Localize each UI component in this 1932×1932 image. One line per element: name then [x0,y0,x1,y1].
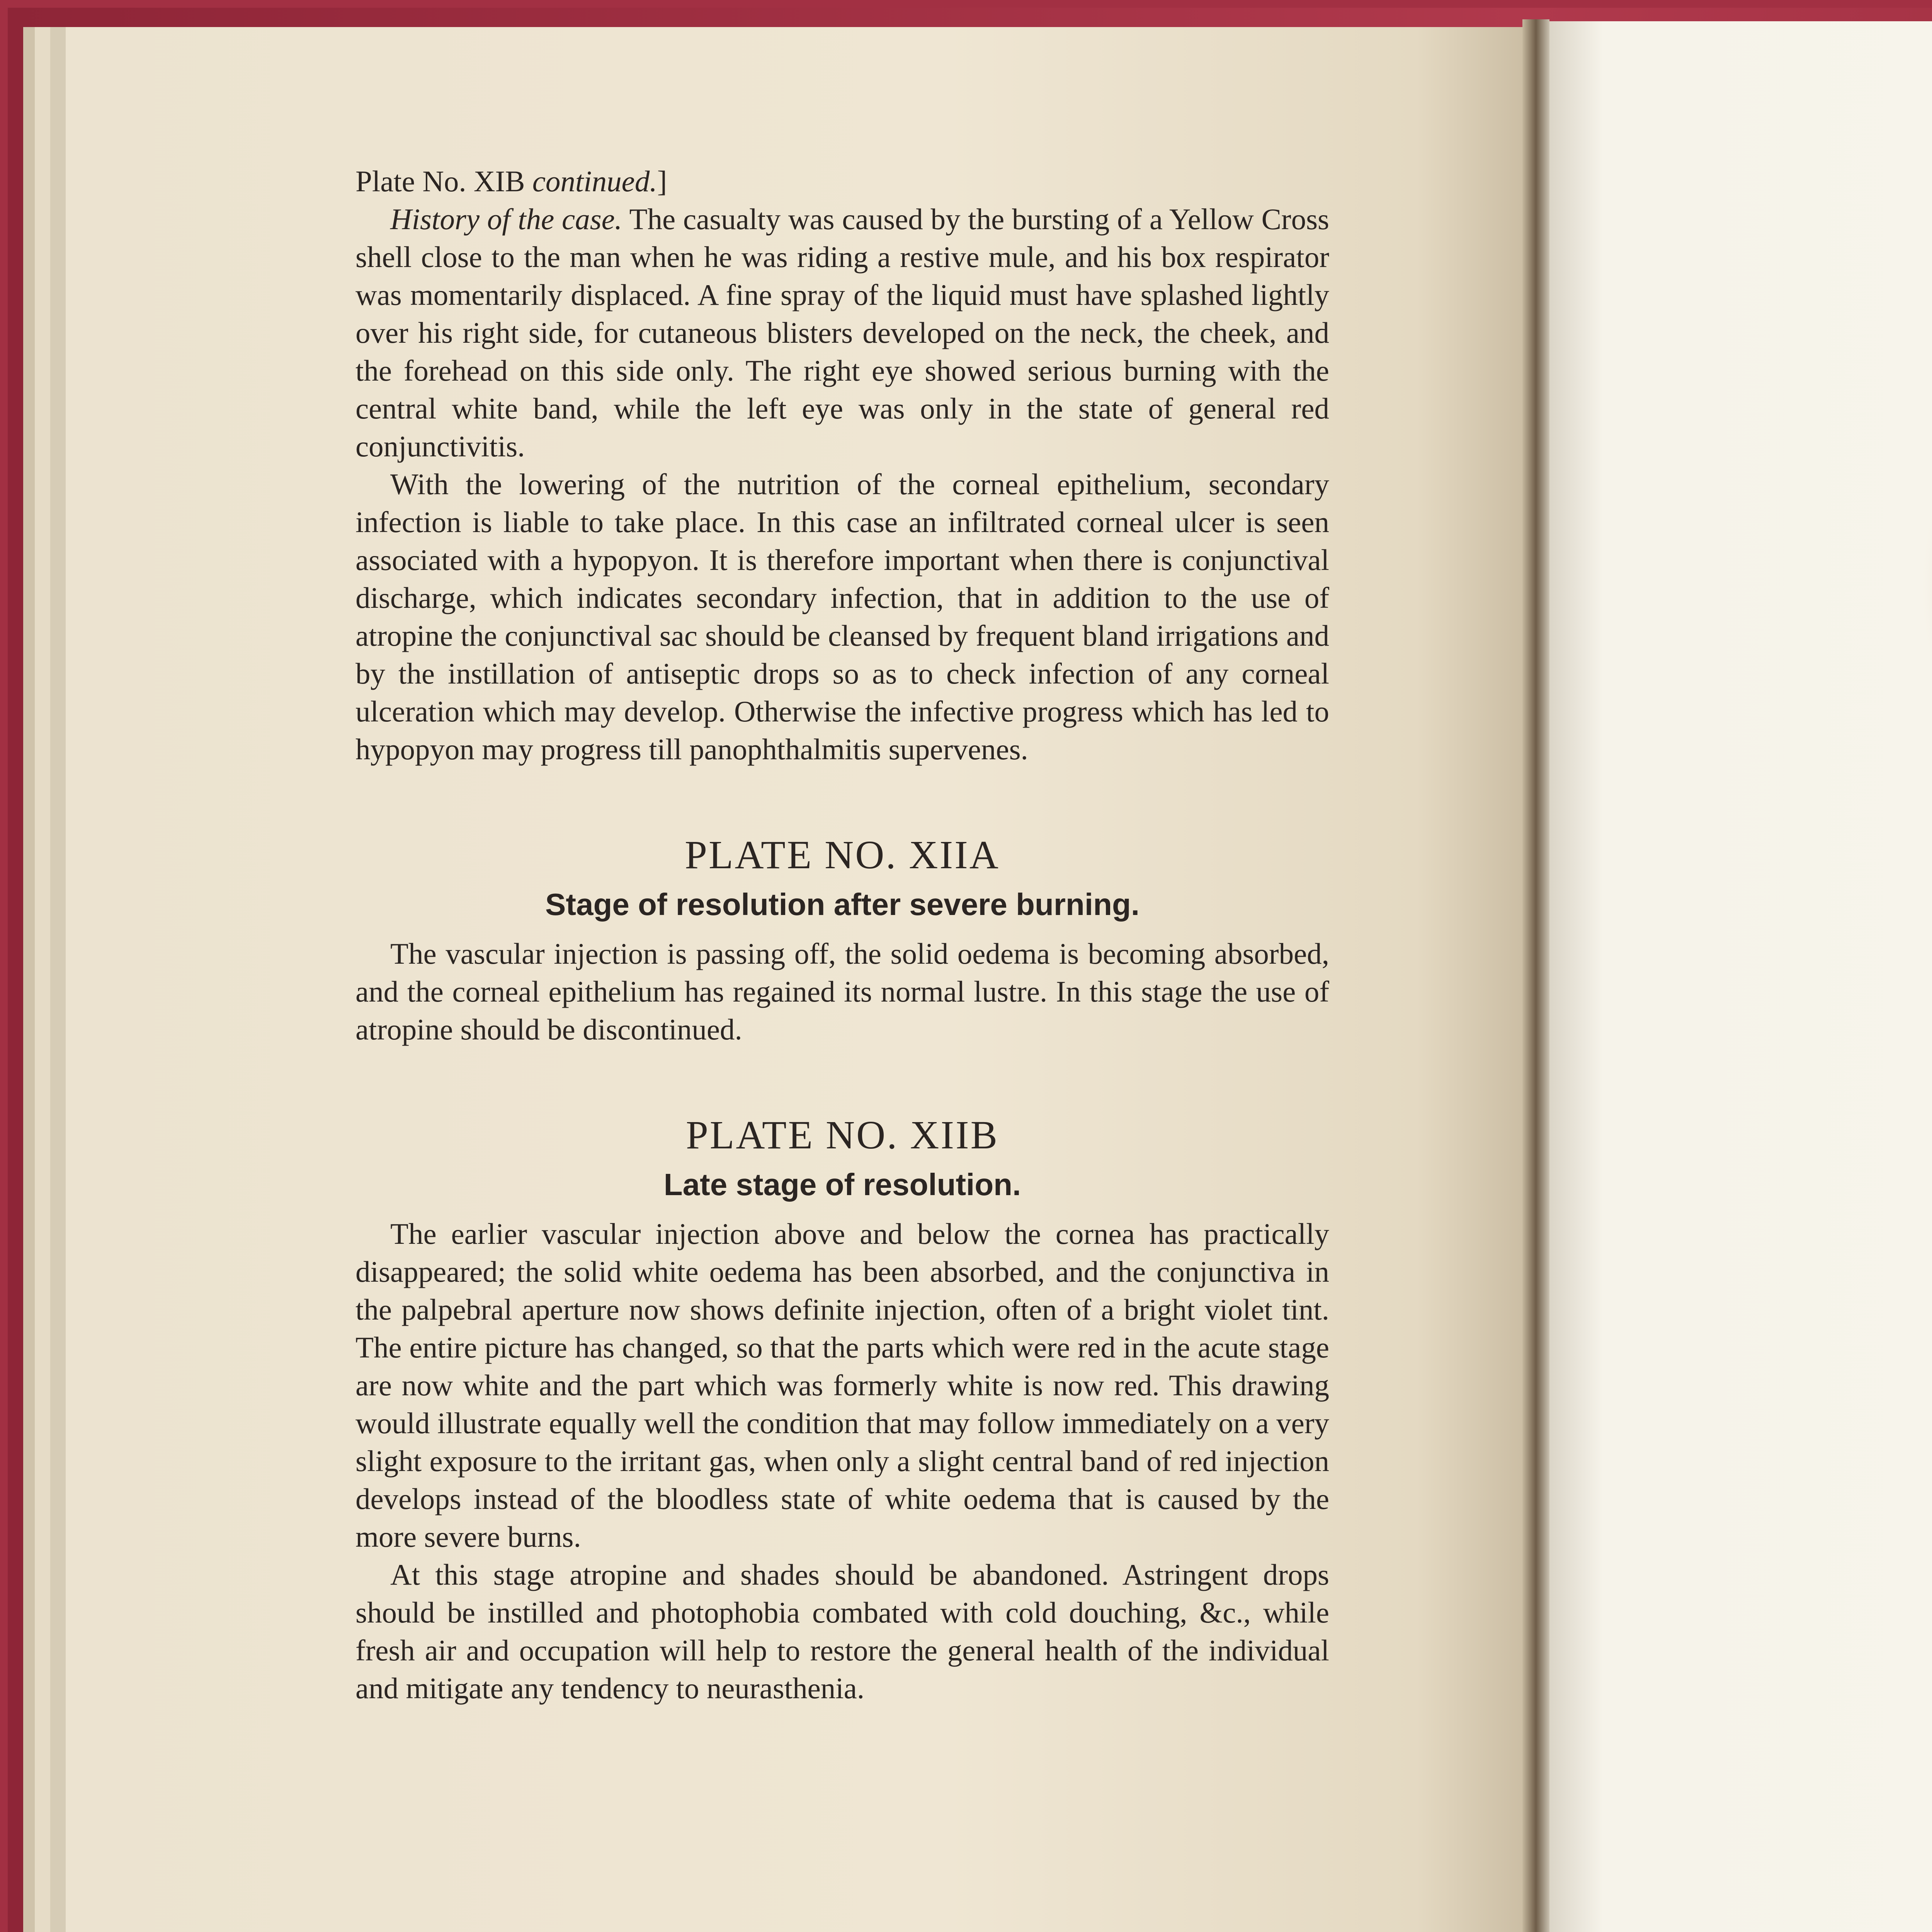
plate-xiia-body: The vascular injection is passing off, the solid oedema is becoming absorbed, and the corneal epithelium has regained its normal lustre. In this stage the use of atropine should be discontinued. [355,937,1329,1046]
eye-illustration-a [1913,270,1932,904]
history-text: The casualty was caused by the bursting of a Yellow Cross shell close to the man when he was riding a restive mule, and his box respirator was momentarily displaced. A fine spray of the liquid must have splashed lightly over his right side, for cutaneous blisters developed on the neck, the cheek, and the forehead on this side only. The right eye showed serious burning with the central white band, while the left eye was only in the state of general red conjunctivitis. [355,202,1330,463]
plate-xiib-body-2: At this stage atropine and shades should be abandoned. Astringent drops should be instilled and photophobia combated with cold douching, &c., while fresh air and occupation will help to restore the general health of the individual and mitigate any tendency to neurasthenia. [355,1558,1329,1705]
plate-xiia-subheading: Stage of resolution after severe burning. [545,887,1140,922]
continued-suffix: ] [657,165,667,198]
plate-xiib-subheading: Late stage of resolution. [663,1167,1021,1202]
infection-paragraph: With the lowering of the nutrition of the corneal epithelium, secondary infection is liable to take place. In this case an infiltrated corneal ulcer is seen associated with a hypopyon. It is therefore important when there is conjunctival discharge, which indicates secondary infection, that in addition to the use of atropine the conjunctival sac should be cleansed by frequent bland irrigations and by the instillation of antiseptic drops so as to check infection of any corneal ulceration which may develop. Otherwise the infective progress which has led to hypopyon may progress till panophthalmitis supervenes. [355,468,1329,766]
skin-area-a [1920,274,1932,900]
plate-xiib-body-1: The earlier vascular injection above and below the cornea has practically disappeared; the solid white oedema has been absorbed, and the conjunctiva in the palpebral aperture now shows definite injection, often of a bright violet tint. The entire picture has changed, so that the parts which were red in the acute stage are now white and the part which was formerly white is now red. This drawing would illustrate equally well the condition that may follow immediately on a very slight exposure to the irritant gas, when only a slight central band of red injection develops instead of the bloodless state of white oedema that is caused by the more severe burns. [355,1217,1329,1553]
plate-xiia-heading: PLATE NO. XIIA [685,833,1000,877]
plate-xiib-heading: PLATE NO. XIIB [686,1113,999,1157]
continued-italic: continued. [532,165,657,198]
history-lead: History of the case. [390,202,622,236]
book-gutter [1522,19,1549,1932]
continued-prefix: Plate No. XIB [355,165,532,198]
continued-label [355,162,1329,200]
left-text-column [355,162,1329,1707]
history-paragraph [355,200,1329,465]
right-page [1546,21,1932,1932]
